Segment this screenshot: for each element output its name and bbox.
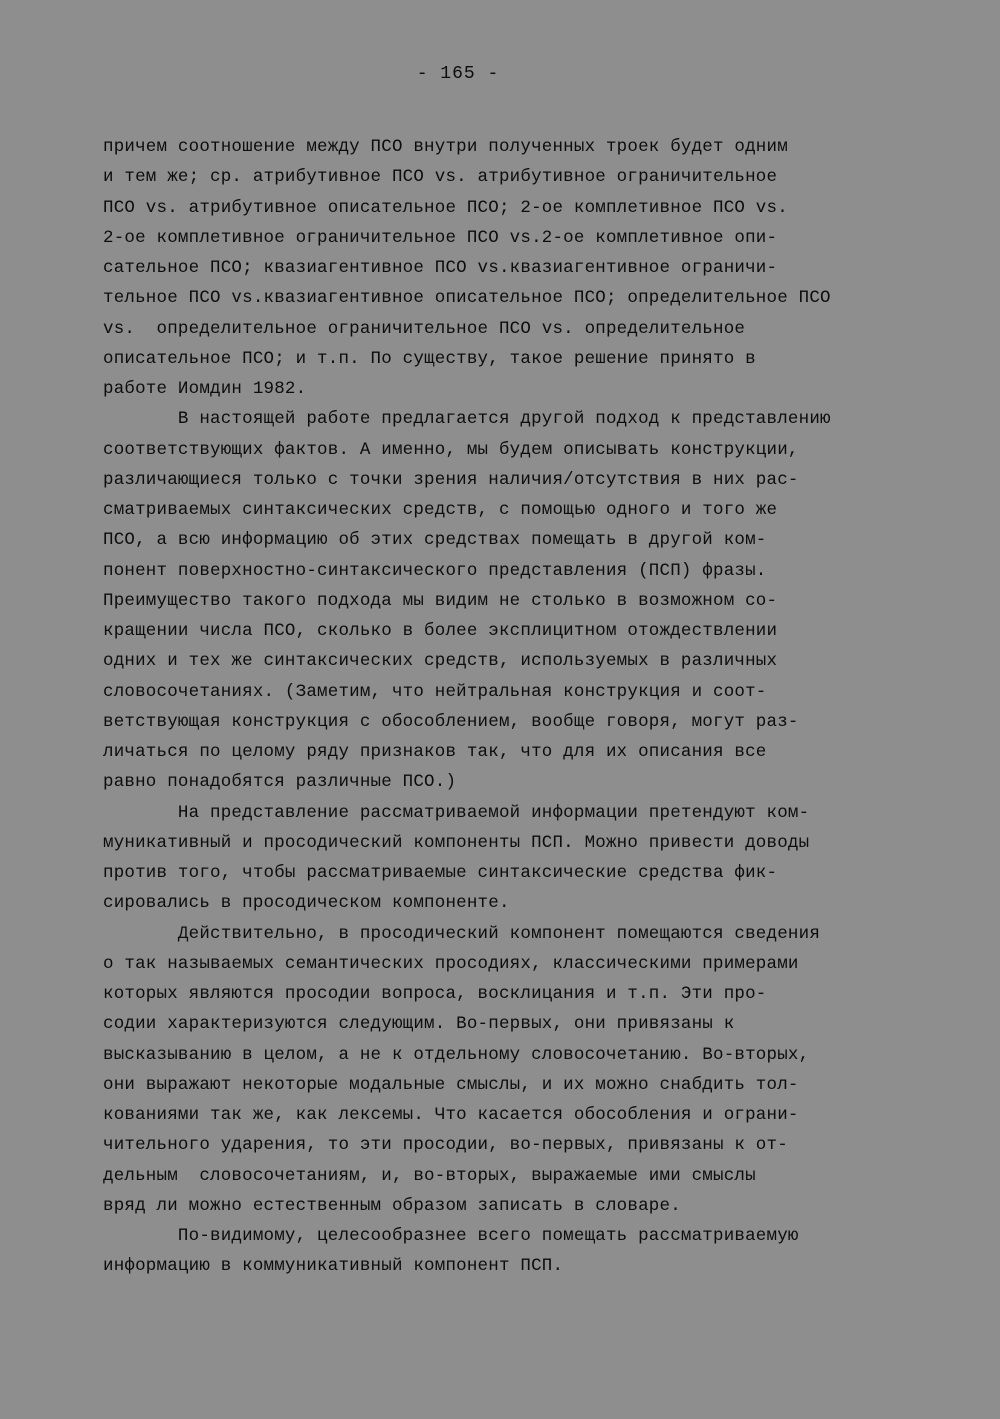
text-line: которых являются просодии вопроса, восклицания и т.п. Эти про- xyxy=(103,984,767,1004)
text-line: сматриваемых синтаксических средств, с помощью одного и того же xyxy=(103,500,778,520)
text-line: содии характеризуются следующим. Во-первых, они привязаны к xyxy=(103,1014,735,1035)
text-line: тельное ПСО vs.квазиагентивное описательное ПСО; определительное ПСО xyxy=(103,288,831,309)
text-line: понент поверхностно-синтаксического представления (ПСП) фразы. xyxy=(103,560,767,581)
page-number: - 165 - xyxy=(416,64,500,84)
text-line: соответствующих фактов. А именно, мы будем описывать конструкции, xyxy=(103,439,799,460)
text-line: различающиеся только с точки зрения наличия/отсутствия в них рас- xyxy=(103,469,799,490)
text-line: Преимущество такого подхода мы видим не столько в возможном со- xyxy=(103,590,778,611)
text-line: против того, чтобы рассматриваемые синтаксические средства фик- xyxy=(103,863,778,883)
paragraph-start-line: На представление рассматриваемой информации претендуют ком- xyxy=(103,802,810,823)
text-line: кращении числа ПСО, сколько в более эксплицитном отождествлении xyxy=(103,621,778,641)
text-line: словосочетаниях. (Заметим, что нейтральная конструкция и соот- xyxy=(103,681,767,702)
paragraph-start-line: В настоящей работе предлагается другой подход к представлению xyxy=(103,409,831,430)
text-line: работе Иомдин 1982. xyxy=(103,379,307,399)
text-line: муникативный и просодический компоненты ПСП. Можно привести доводы xyxy=(103,832,810,853)
text-line: и тем же; ср. атрибутивное ПСО vs. атрибутивное ограничительное xyxy=(103,167,778,188)
paragraph-start-line: Действительно, в просодический компонент помещаются сведения xyxy=(103,923,821,944)
text-line: причем соотношение между ПСО внутри полученных троек будет одним xyxy=(103,137,788,157)
text-line: ПСО, а всю информацию об этих средствах помещать в другой ком- xyxy=(103,530,767,551)
text-line: ПСО vs. атрибутивное описательное ПСО; 2-ое комплетивное ПСО vs. xyxy=(103,197,788,218)
text-line: кованиями так же, как лексемы. Что касается обособления и ограни- xyxy=(103,1105,799,1125)
text-line: о так называемых семантических просодиях, классическими примерами xyxy=(103,953,799,974)
paragraph-start-line: По-видимому, целесообразнее всего помещать рассматриваемую xyxy=(103,1226,799,1246)
text-line: сировались в просодическом компоненте. xyxy=(103,893,510,914)
text-line: вряд ли можно естественным образом записать в словаре. xyxy=(103,1195,681,1216)
text-line: сательное ПСО; квазиагентивное ПСО vs.квазиагентивное ограничи- xyxy=(103,258,778,278)
text-line: vs. определительное ограничительное ПСО vs. определительное xyxy=(103,318,746,339)
text-line: описательное ПСО; и т.п. По существу, такое решение принято в xyxy=(103,348,756,369)
text-line: равно понадобятся различные ПСО.) xyxy=(103,772,457,793)
text-line: 2-ое комплетивное ограничительное ПСО vs.2-ое комплетивное опи- xyxy=(103,227,778,248)
text-line: высказыванию в целом, а не к отдельному словосочетанию. Во-вторых, xyxy=(103,1044,810,1065)
text-line: личаться по целому ряду признаков так, что для их описания все xyxy=(103,742,767,762)
text-line: они выражают некоторые модальные смыслы, и их можно снабдить тол- xyxy=(103,1074,799,1095)
text-line: одних и тех же синтаксических средств, используемых в различных xyxy=(103,651,778,672)
body-text xyxy=(103,132,933,1282)
text-line: ветствующая конструкция с обособлением, вообще говоря, могут раз- xyxy=(103,711,799,732)
text-line: чительного ударения, то эти просодии, во-первых, привязаны к от- xyxy=(103,1135,788,1156)
text-line: информацию в коммуникативный компонент ПСП. xyxy=(103,1256,564,1277)
text-line: дельным словосочетаниям, и, во-вторых, выражаемые ими смыслы xyxy=(103,1165,756,1186)
